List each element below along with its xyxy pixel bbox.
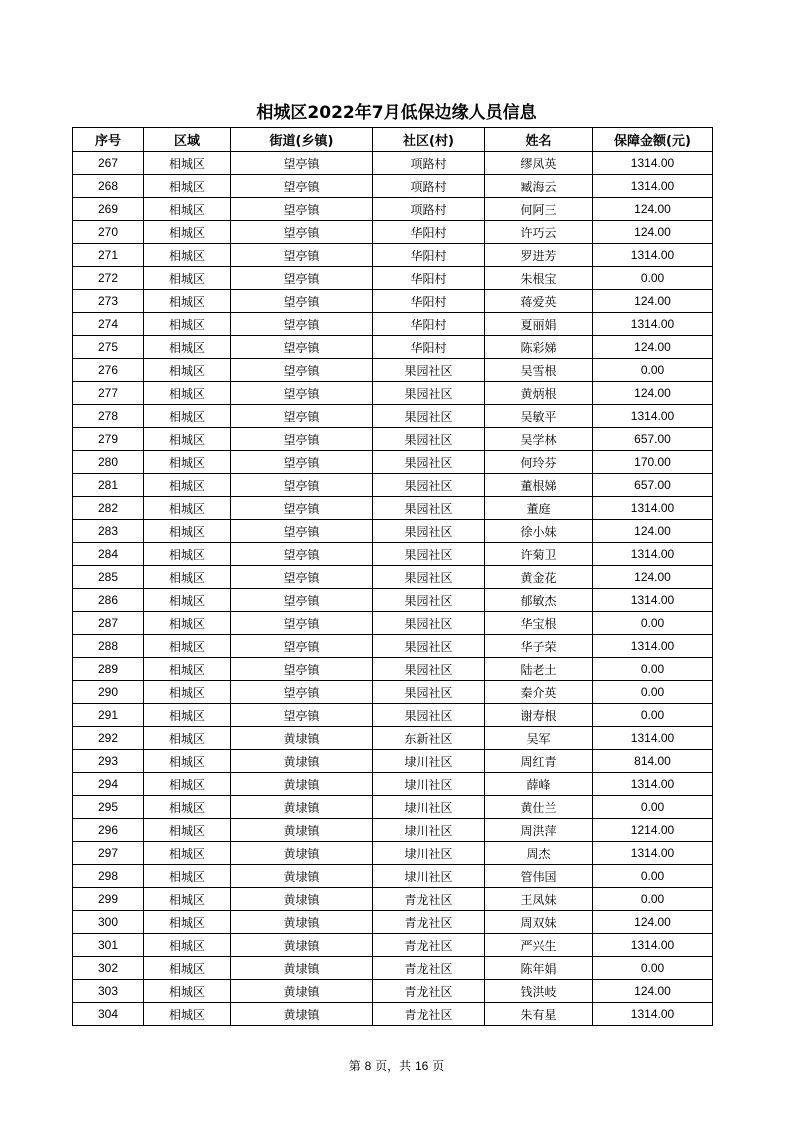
street-cell: 望亭镇: [231, 267, 373, 290]
table-row: [73, 313, 713, 336]
table-row: [73, 152, 713, 175]
name-cell: 罗进芳: [485, 244, 593, 267]
amount-cell: 0.00: [593, 267, 713, 290]
page-footer: [0, 1057, 793, 1074]
amount-cell: 0.00: [593, 888, 713, 911]
amount-cell: 1214.00: [593, 819, 713, 842]
name-cell: 严兴生: [485, 934, 593, 957]
community-cell: 果园社区: [373, 681, 485, 704]
name-cell: 许巧云: [485, 221, 593, 244]
seq-cell: 291: [73, 704, 144, 727]
header-col-community: 社区(村): [373, 128, 485, 152]
name-cell: 吴雪根: [485, 359, 593, 382]
district-cell: 相城区: [144, 566, 231, 589]
district-cell: 相城区: [144, 451, 231, 474]
district-cell: 相城区: [144, 175, 231, 198]
street-cell: 望亭镇: [231, 152, 373, 175]
name-cell: 陆老土: [485, 658, 593, 681]
seq-cell: 295: [73, 796, 144, 819]
table-row: [73, 405, 713, 428]
community-cell: 青龙社区: [373, 934, 485, 957]
amount-cell: 1314.00: [593, 543, 713, 566]
name-cell: 周红青: [485, 750, 593, 773]
street-cell: 黄埭镇: [231, 727, 373, 750]
community-cell: 华阳村: [373, 244, 485, 267]
table-row: [73, 888, 713, 911]
seq-cell: 287: [73, 612, 144, 635]
name-cell: 董庭: [485, 497, 593, 520]
name-cell: 郁敏杰: [485, 589, 593, 612]
table-row: [73, 658, 713, 681]
district-cell: 相城区: [144, 865, 231, 888]
street-cell: 望亭镇: [231, 566, 373, 589]
name-cell: 夏丽娟: [485, 313, 593, 336]
seq-cell: 273: [73, 290, 144, 313]
street-cell: 望亭镇: [231, 451, 373, 474]
name-cell: 董根娣: [485, 474, 593, 497]
seq-cell: 281: [73, 474, 144, 497]
amount-cell: 0.00: [593, 359, 713, 382]
district-cell: 相城区: [144, 267, 231, 290]
community-cell: 果园社区: [373, 474, 485, 497]
amount-cell: 1314.00: [593, 842, 713, 865]
community-cell: 果园社区: [373, 543, 485, 566]
seq-cell: 304: [73, 1003, 144, 1026]
district-cell: 相城区: [144, 1003, 231, 1026]
seq-cell: 268: [73, 175, 144, 198]
table-body: [73, 152, 713, 1026]
district-cell: 相城区: [144, 336, 231, 359]
footer-middle: 页，共: [375, 1059, 412, 1073]
street-cell: 黄埭镇: [231, 888, 373, 911]
amount-cell: 124.00: [593, 336, 713, 359]
table-row: [73, 198, 713, 221]
table-row: [73, 267, 713, 290]
street-cell: 黄埭镇: [231, 750, 373, 773]
seq-cell: 297: [73, 842, 144, 865]
table-row: [73, 175, 713, 198]
community-cell: 华阳村: [373, 336, 485, 359]
district-cell: 相城区: [144, 221, 231, 244]
amount-cell: 124.00: [593, 980, 713, 1003]
table-row: [73, 1003, 713, 1026]
header-col-district: 区域: [144, 128, 231, 152]
community-cell: 项路村: [373, 175, 485, 198]
table-row: [73, 842, 713, 865]
street-cell: 黄埭镇: [231, 980, 373, 1003]
table-row: [73, 681, 713, 704]
district-cell: 相城区: [144, 796, 231, 819]
seq-cell: 296: [73, 819, 144, 842]
street-cell: 望亭镇: [231, 658, 373, 681]
amount-cell: 1314.00: [593, 175, 713, 198]
name-cell: 黄仕兰: [485, 796, 593, 819]
amount-cell: 124.00: [593, 520, 713, 543]
name-cell: 朱根宝: [485, 267, 593, 290]
footer-page-number: 8: [364, 1059, 372, 1073]
district-cell: 相城区: [144, 612, 231, 635]
seq-cell: 301: [73, 934, 144, 957]
name-cell: 朱有星: [485, 1003, 593, 1026]
amount-cell: 1314.00: [593, 152, 713, 175]
seq-cell: 292: [73, 727, 144, 750]
district-cell: 相城区: [144, 152, 231, 175]
district-cell: 相城区: [144, 543, 231, 566]
amount-cell: 124.00: [593, 221, 713, 244]
community-cell: 项路村: [373, 198, 485, 221]
community-cell: 果园社区: [373, 612, 485, 635]
table-row: [73, 451, 713, 474]
street-cell: 黄埭镇: [231, 865, 373, 888]
district-cell: 相城区: [144, 589, 231, 612]
amount-cell: 124.00: [593, 566, 713, 589]
district-cell: 相城区: [144, 658, 231, 681]
document-title: 相城区2022年7月低保边缘人员信息: [256, 103, 537, 123]
seq-cell: 300: [73, 911, 144, 934]
name-cell: 何玲芬: [485, 451, 593, 474]
seq-cell: 274: [73, 313, 144, 336]
seq-cell: 284: [73, 543, 144, 566]
table-row: [73, 336, 713, 359]
street-cell: 望亭镇: [231, 589, 373, 612]
name-cell: 吴学林: [485, 428, 593, 451]
table-row: [73, 612, 713, 635]
name-cell: 吴军: [485, 727, 593, 750]
table-row: [73, 589, 713, 612]
table-row: [73, 520, 713, 543]
table-row: [73, 865, 713, 888]
table-row: [73, 934, 713, 957]
community-cell: 埭川社区: [373, 842, 485, 865]
community-cell: 果园社区: [373, 451, 485, 474]
community-cell: 青龙社区: [373, 957, 485, 980]
amount-cell: 124.00: [593, 290, 713, 313]
street-cell: 望亭镇: [231, 336, 373, 359]
street-cell: 望亭镇: [231, 520, 373, 543]
table-row: [73, 221, 713, 244]
district-cell: 相城区: [144, 382, 231, 405]
table-row: [73, 980, 713, 1003]
street-cell: 望亭镇: [231, 359, 373, 382]
street-cell: 望亭镇: [231, 313, 373, 336]
community-cell: 东新社区: [373, 727, 485, 750]
community-cell: 果园社区: [373, 497, 485, 520]
name-cell: 许菊卫: [485, 543, 593, 566]
seq-cell: 290: [73, 681, 144, 704]
district-cell: 相城区: [144, 819, 231, 842]
district-cell: 相城区: [144, 773, 231, 796]
name-cell: 黄金花: [485, 566, 593, 589]
name-cell: 何阿三: [485, 198, 593, 221]
amount-cell: 1314.00: [593, 773, 713, 796]
seq-cell: 283: [73, 520, 144, 543]
community-cell: 华阳村: [373, 221, 485, 244]
amount-cell: 124.00: [593, 198, 713, 221]
name-cell: 王凤妹: [485, 888, 593, 911]
district-cell: 相城区: [144, 359, 231, 382]
street-cell: 望亭镇: [231, 198, 373, 221]
seq-cell: 303: [73, 980, 144, 1003]
seq-cell: 277: [73, 382, 144, 405]
table-row: [73, 359, 713, 382]
street-cell: 黄埭镇: [231, 842, 373, 865]
amount-cell: 124.00: [593, 382, 713, 405]
table-row: [73, 382, 713, 405]
community-cell: 果园社区: [373, 382, 485, 405]
community-cell: 果园社区: [373, 658, 485, 681]
street-cell: 望亭镇: [231, 497, 373, 520]
header-col-street: 街道(乡镇): [231, 128, 373, 152]
name-cell: 臧海云: [485, 175, 593, 198]
name-cell: 秦介英: [485, 681, 593, 704]
seq-cell: 288: [73, 635, 144, 658]
seq-cell: 280: [73, 451, 144, 474]
amount-cell: 1314.00: [593, 313, 713, 336]
name-cell: 钱洪岐: [485, 980, 593, 1003]
table-row: [73, 911, 713, 934]
name-cell: 周洪萍: [485, 819, 593, 842]
seq-cell: 298: [73, 865, 144, 888]
name-cell: 管伟国: [485, 865, 593, 888]
community-cell: 埭川社区: [373, 819, 485, 842]
header-row: [73, 128, 713, 152]
community-cell: 青龙社区: [373, 1003, 485, 1026]
table-row: [73, 244, 713, 267]
amount-cell: 0.00: [593, 612, 713, 635]
amount-cell: 1314.00: [593, 635, 713, 658]
street-cell: 黄埭镇: [231, 796, 373, 819]
district-cell: 相城区: [144, 474, 231, 497]
amount-cell: 657.00: [593, 474, 713, 497]
street-cell: 黄埭镇: [231, 957, 373, 980]
name-cell: 陈彩娣: [485, 336, 593, 359]
community-cell: 青龙社区: [373, 980, 485, 1003]
seq-cell: 269: [73, 198, 144, 221]
name-cell: 黄炳根: [485, 382, 593, 405]
seq-cell: 293: [73, 750, 144, 773]
name-cell: 谢寿根: [485, 704, 593, 727]
seq-cell: 272: [73, 267, 144, 290]
seq-cell: 285: [73, 566, 144, 589]
table-row: [73, 957, 713, 980]
community-cell: 华阳村: [373, 313, 485, 336]
table-row: [73, 750, 713, 773]
street-cell: 黄埭镇: [231, 911, 373, 934]
street-cell: 望亭镇: [231, 290, 373, 313]
district-cell: 相城区: [144, 704, 231, 727]
district-cell: 相城区: [144, 405, 231, 428]
district-cell: 相城区: [144, 497, 231, 520]
seq-cell: 270: [73, 221, 144, 244]
street-cell: 黄埭镇: [231, 819, 373, 842]
street-cell: 望亭镇: [231, 704, 373, 727]
header-col-seq: 序号: [73, 128, 144, 152]
community-cell: 果园社区: [373, 566, 485, 589]
street-cell: 望亭镇: [231, 405, 373, 428]
table-row: [73, 497, 713, 520]
district-cell: 相城区: [144, 244, 231, 267]
community-cell: 埭川社区: [373, 796, 485, 819]
amount-cell: 0.00: [593, 796, 713, 819]
table-row: [73, 819, 713, 842]
seq-cell: 271: [73, 244, 144, 267]
seq-cell: 278: [73, 405, 144, 428]
community-cell: 果园社区: [373, 704, 485, 727]
community-cell: 华阳村: [373, 290, 485, 313]
community-cell: 埭川社区: [373, 865, 485, 888]
amount-cell: 1314.00: [593, 244, 713, 267]
amount-cell: 1314.00: [593, 1003, 713, 1026]
community-cell: 果园社区: [373, 635, 485, 658]
district-cell: 相城区: [144, 980, 231, 1003]
footer-suffix: 页: [432, 1059, 445, 1073]
seq-cell: 276: [73, 359, 144, 382]
amount-cell: 814.00: [593, 750, 713, 773]
seq-cell: 302: [73, 957, 144, 980]
district-cell: 相城区: [144, 681, 231, 704]
seq-cell: 294: [73, 773, 144, 796]
seq-cell: 286: [73, 589, 144, 612]
name-cell: 周双妹: [485, 911, 593, 934]
header-col-amount: 保障金额(元): [593, 128, 713, 152]
street-cell: 望亭镇: [231, 612, 373, 635]
table-row: [73, 428, 713, 451]
name-cell: 徐小妹: [485, 520, 593, 543]
name-cell: 缪凤英: [485, 152, 593, 175]
header-col-name: 姓名: [485, 128, 593, 152]
amount-cell: 1314.00: [593, 405, 713, 428]
table-row: [73, 773, 713, 796]
district-cell: 相城区: [144, 727, 231, 750]
district-cell: 相城区: [144, 428, 231, 451]
street-cell: 望亭镇: [231, 474, 373, 497]
district-cell: 相城区: [144, 635, 231, 658]
street-cell: 黄埭镇: [231, 1003, 373, 1026]
name-cell: 吴敏平: [485, 405, 593, 428]
table-row: [73, 727, 713, 750]
seq-cell: 299: [73, 888, 144, 911]
amount-cell: 124.00: [593, 911, 713, 934]
street-cell: 望亭镇: [231, 221, 373, 244]
table-row: [73, 566, 713, 589]
district-cell: 相城区: [144, 911, 231, 934]
community-cell: 项路村: [373, 152, 485, 175]
district-cell: 相城区: [144, 198, 231, 221]
district-cell: 相城区: [144, 750, 231, 773]
seq-cell: 279: [73, 428, 144, 451]
amount-cell: 0.00: [593, 957, 713, 980]
amount-cell: 1314.00: [593, 589, 713, 612]
community-cell: 埭川社区: [373, 750, 485, 773]
table-row: [73, 796, 713, 819]
district-cell: 相城区: [144, 934, 231, 957]
amount-cell: 1314.00: [593, 934, 713, 957]
table-row: [73, 543, 713, 566]
footer-prefix: 第: [348, 1059, 361, 1073]
street-cell: 黄埭镇: [231, 934, 373, 957]
amount-cell: 1314.00: [593, 497, 713, 520]
footer-total-pages: 16: [415, 1059, 429, 1073]
community-cell: 果园社区: [373, 359, 485, 382]
community-cell: 青龙社区: [373, 888, 485, 911]
table-row: [73, 474, 713, 497]
community-cell: 果园社区: [373, 589, 485, 612]
district-cell: 相城区: [144, 888, 231, 911]
seq-cell: 275: [73, 336, 144, 359]
street-cell: 望亭镇: [231, 681, 373, 704]
amount-cell: 0.00: [593, 704, 713, 727]
seq-cell: 267: [73, 152, 144, 175]
amount-cell: 0.00: [593, 681, 713, 704]
community-cell: 果园社区: [373, 520, 485, 543]
district-cell: 相城区: [144, 520, 231, 543]
name-cell: 薛峰: [485, 773, 593, 796]
district-cell: 相城区: [144, 290, 231, 313]
name-cell: 华子荣: [485, 635, 593, 658]
street-cell: 望亭镇: [231, 635, 373, 658]
table-header: [73, 128, 713, 152]
recipients-table: [72, 127, 713, 1026]
table-row: [73, 635, 713, 658]
amount-cell: 0.00: [593, 865, 713, 888]
street-cell: 望亭镇: [231, 428, 373, 451]
name-cell: 蒋爱英: [485, 290, 593, 313]
street-cell: 黄埭镇: [231, 773, 373, 796]
name-cell: 周杰: [485, 842, 593, 865]
community-cell: 埭川社区: [373, 773, 485, 796]
district-cell: 相城区: [144, 957, 231, 980]
district-cell: 相城区: [144, 842, 231, 865]
name-cell: 华宝根: [485, 612, 593, 635]
street-cell: 望亭镇: [231, 175, 373, 198]
amount-cell: 0.00: [593, 658, 713, 681]
amount-cell: 170.00: [593, 451, 713, 474]
district-cell: 相城区: [144, 313, 231, 336]
amount-cell: 657.00: [593, 428, 713, 451]
community-cell: 果园社区: [373, 428, 485, 451]
community-cell: 果园社区: [373, 405, 485, 428]
table-row: [73, 704, 713, 727]
amount-cell: 1314.00: [593, 727, 713, 750]
street-cell: 望亭镇: [231, 382, 373, 405]
community-cell: 华阳村: [373, 267, 485, 290]
street-cell: 望亭镇: [231, 543, 373, 566]
seq-cell: 282: [73, 497, 144, 520]
name-cell: 陈年娟: [485, 957, 593, 980]
street-cell: 望亭镇: [231, 244, 373, 267]
seq-cell: 289: [73, 658, 144, 681]
community-cell: 青龙社区: [373, 911, 485, 934]
table-row: [73, 290, 713, 313]
